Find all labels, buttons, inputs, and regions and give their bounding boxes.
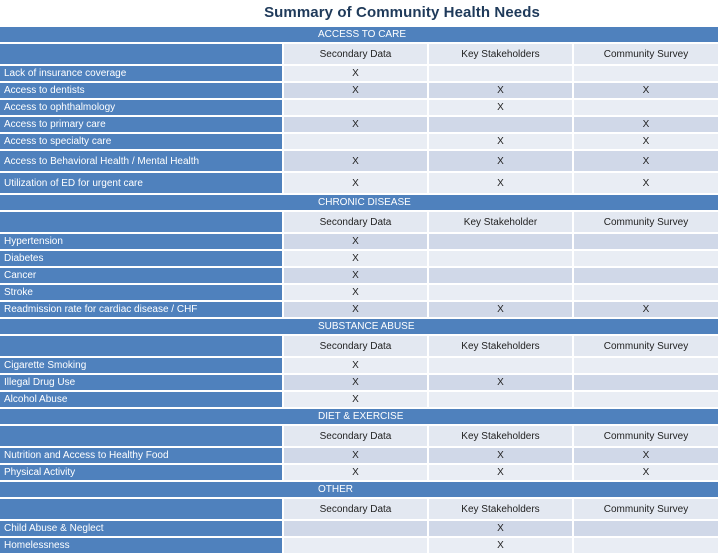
row-label: Lack of insurance coverage <box>0 66 282 81</box>
column-header: Community Survey <box>574 426 718 446</box>
row-label: Diabetes <box>0 251 282 266</box>
column-header-label-blank <box>0 499 282 519</box>
column-header-row <box>0 212 718 232</box>
table-cell: X <box>429 83 572 98</box>
table-row <box>0 465 718 480</box>
column-header: Secondary Data <box>284 212 427 232</box>
table-cell: X <box>284 465 427 480</box>
table-cell: X <box>284 173 427 193</box>
table-row <box>0 100 718 115</box>
table-cell: X <box>429 448 572 463</box>
row-label: Access to Behavioral Health / Mental Health <box>0 151 282 171</box>
column-header: Secondary Data <box>284 44 427 64</box>
table-cell <box>574 375 718 390</box>
table-row <box>0 66 718 81</box>
table-cell: X <box>574 302 718 317</box>
column-header: Community Survey <box>574 212 718 232</box>
table-cell: X <box>284 375 427 390</box>
table-row <box>0 285 718 300</box>
table-cell: X <box>429 375 572 390</box>
table-cell <box>429 285 572 300</box>
section-header: OTHER <box>0 482 718 497</box>
table-cell <box>284 134 427 149</box>
table-cell: X <box>574 151 718 171</box>
table-row <box>0 134 718 149</box>
row-label: Nutrition and Access to Healthy Food <box>0 448 282 463</box>
table-row <box>0 234 718 249</box>
table-cell <box>574 100 718 115</box>
table-cell: X <box>429 521 572 536</box>
column-header: Key Stakeholders <box>429 336 572 356</box>
table-row <box>0 392 718 407</box>
table-row <box>0 521 718 536</box>
table-cell: X <box>284 285 427 300</box>
table-cell <box>429 66 572 81</box>
page-title: Summary of Community Health Needs <box>264 4 540 21</box>
row-label: Physical Activity <box>0 465 282 480</box>
table-cell <box>574 538 718 553</box>
table-row <box>0 448 718 463</box>
table-row <box>0 375 718 390</box>
section-header: CHRONIC DISEASE <box>0 195 718 210</box>
row-label: Homelessness <box>0 538 282 553</box>
table-cell: X <box>284 251 427 266</box>
column-header: Key Stakeholders <box>429 426 572 446</box>
section-header: SUBSTANCE ABUSE <box>0 319 718 334</box>
table-cell: X <box>574 465 718 480</box>
row-label: Hypertension <box>0 234 282 249</box>
table-cell <box>429 268 572 283</box>
table-cell: X <box>284 66 427 81</box>
column-header-row <box>0 426 718 446</box>
table-cell: X <box>574 448 718 463</box>
row-label: Alcohol Abuse <box>0 392 282 407</box>
column-header-label-blank <box>0 44 282 64</box>
table-row <box>0 302 718 317</box>
table-cell: X <box>284 268 427 283</box>
table-row <box>0 268 718 283</box>
table-cell <box>429 117 572 132</box>
table-cell: X <box>574 83 718 98</box>
table-cell <box>429 392 572 407</box>
table-cell <box>429 251 572 266</box>
table-cell <box>574 234 718 249</box>
table-row <box>0 538 718 553</box>
table-row <box>0 173 718 193</box>
table-cell <box>574 392 718 407</box>
table-cell <box>284 100 427 115</box>
table-cell: X <box>284 392 427 407</box>
table-cell: X <box>429 100 572 115</box>
column-header: Community Survey <box>574 44 718 64</box>
section-header: ACCESS TO CARE <box>0 27 718 42</box>
column-header: Community Survey <box>574 499 718 519</box>
table-row <box>0 358 718 373</box>
table-cell: X <box>429 134 572 149</box>
column-header: Key Stakeholder <box>429 212 572 232</box>
table-cell: X <box>284 117 427 132</box>
column-header: Key Stakeholders <box>429 44 572 64</box>
health-needs-table <box>0 27 718 555</box>
column-header: Community Survey <box>574 336 718 356</box>
table-cell: X <box>284 234 427 249</box>
table-cell: X <box>284 448 427 463</box>
table-cell <box>574 285 718 300</box>
table-cell: X <box>574 173 718 193</box>
table-cell: X <box>574 117 718 132</box>
table-cell <box>429 234 572 249</box>
row-label: Cigarette Smoking <box>0 358 282 373</box>
table-row <box>0 151 718 171</box>
table-cell: X <box>284 151 427 171</box>
row-label: Utilization of ED for urgent care <box>0 173 282 193</box>
table-cell: X <box>284 302 427 317</box>
table-cell: X <box>574 134 718 149</box>
table-cell: X <box>284 358 427 373</box>
row-label: Access to primary care <box>0 117 282 132</box>
table-cell: X <box>429 302 572 317</box>
column-header: Secondary Data <box>284 426 427 446</box>
table-cell: X <box>429 173 572 193</box>
table-cell <box>574 268 718 283</box>
row-label: Access to ophthalmology <box>0 100 282 115</box>
row-label: Child Abuse & Neglect <box>0 521 282 536</box>
row-label: Illegal Drug Use <box>0 375 282 390</box>
table-cell: X <box>284 83 427 98</box>
column-header-row <box>0 336 718 356</box>
column-header-label-blank <box>0 336 282 356</box>
column-header-row <box>0 44 718 64</box>
row-label: Readmission rate for cardiac disease / CHF <box>0 302 282 317</box>
table-cell <box>284 538 427 553</box>
table-cell: X <box>429 151 572 171</box>
column-header: Key Stakeholders <box>429 499 572 519</box>
column-header: Secondary Data <box>284 336 427 356</box>
column-header-label-blank <box>0 212 282 232</box>
row-label: Stroke <box>0 285 282 300</box>
section-header: DIET & EXERCISE <box>0 409 718 424</box>
table-cell <box>574 66 718 81</box>
column-header-row <box>0 499 718 519</box>
table-cell <box>429 358 572 373</box>
row-label: Access to dentists <box>0 83 282 98</box>
table-row <box>0 83 718 98</box>
table-cell <box>574 358 718 373</box>
table-row <box>0 251 718 266</box>
row-label: Access to specialty care <box>0 134 282 149</box>
row-label: Cancer <box>0 268 282 283</box>
table-row <box>0 117 718 132</box>
table-cell <box>574 251 718 266</box>
column-header-label-blank <box>0 426 282 446</box>
column-header: Secondary Data <box>284 499 427 519</box>
table-cell <box>574 521 718 536</box>
table-cell: X <box>429 538 572 553</box>
table-cell <box>284 521 427 536</box>
table-cell: X <box>429 465 572 480</box>
